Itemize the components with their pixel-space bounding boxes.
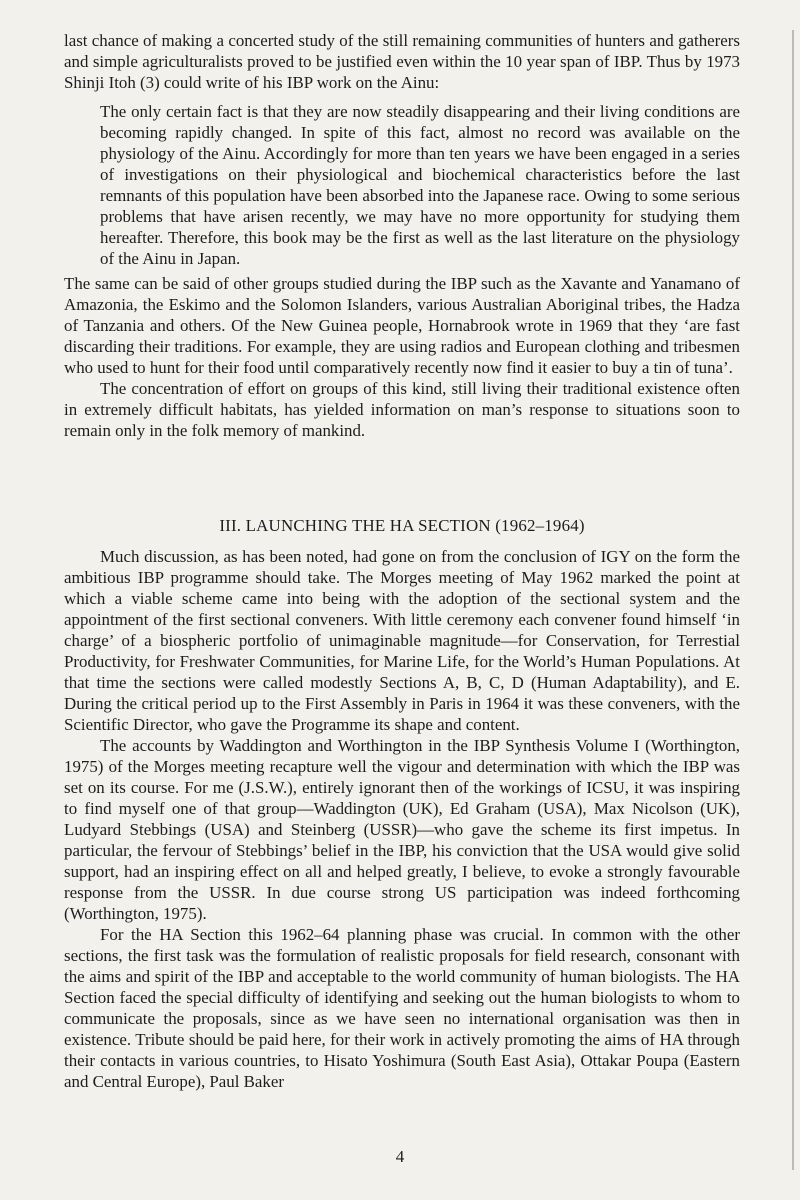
paragraph-accounts: The accounts by Waddington and Worthington in the IBP Synthesis Volume I (Worthington, 1975) of the Morges meeting recapture well the vigour and determination with which the IBP was set on its course. For me (J.S.W.), entirely ignorant then of the workings of ICSU, it was inspiring to find myself one of that group—Waddington (UK), Ed Graham (USA), Max Nicolson (UK), Ludyard Stebbings (USA) and Steinberg (USSR)—who gave the scheme its first impetus. In particular, the fervour of Stebbings’ belief in the IBP, his conviction that the USA would give solid support, had an inspiring effect on all and helped greatly, I believe, to evoke a strongly favourable response from the USSR. In due course strong US participation was indeed forthcoming (Worthington, 1975). (64, 736, 740, 923)
block-quote-itoh (100, 101, 740, 269)
paragraph-concentration: The concentration of effort on groups of this kind, still living their traditional existence often in extremely difficult habitats, has yielded information on man’s response to situations soon to remain only in the folk memory of mankind. (64, 379, 740, 440)
paragraph-ha-section: For the HA Section this 1962–64 planning phase was crucial. In common with the other sections, the first task was the formulation of realistic proposals for field research, consonant with the aims and spirit of the IBP and acceptable to the world community of human biologists. The HA Section faced the special difficulty of identifying and seeking out the human biologists to whom to communicate the proposals, since as we have seen no international organisation was then in existence. Tribute should be paid here, for their work in actively promoting the aims of HA through their contacts in various countries, to Hisato Yoshimura (South East Asia), Ottakar Poupa (Eastern and Central Europe), Paul Baker (64, 925, 740, 1091)
page-edge-shadow (792, 30, 794, 1170)
document-page (64, 30, 740, 1092)
quote-text: The only certain fact is that they are now steadily disappearing and their living conditions are becoming rapidly changed. In spite of this fact, almost no record was available on the physiology of the Ainu. Accordingly for more than ten years we have been engaged in a series of investigations on their physiological and biochemical characteristics before the last remnants of this population have been absorbed into the Japanese race. Owing to some serious problems that have arisen recently, we may have no more opportunity for studying them hereafter. Therefore, this book may be the first as well as the last literature on the physiology of the Ainu in Japan. (100, 102, 740, 268)
paragraph-intro: last chance of making a concerted study of the still remaining communities of hunters and gatherers and simple agriculturalists proved to be justified even within the 10 year span of IBP. Thus by 1973 Shinji Itoh (3) could write of his IBP work on the Ainu: (64, 31, 740, 92)
page-number: 4 (395, 1147, 405, 1166)
paragraph-other-groups: The same can be said of other groups studied during the IBP such as the Xavante and Yanamano of Amazonia, the Eskimo and the Solomon Islanders, various Australian Aboriginal tribes, the Hadza of Tanzania and others. Of the New Guinea people, Hornabrook wrote in 1969 that they ‘are fast discarding their traditions. For example, they are using radios and European clothing and tribesmen who used to hunt for their food until comparatively recently now find it easier to buy a tin of tuna’. (64, 274, 740, 377)
section-heading: III. LAUNCHING THE HA SECTION (1962–1964) (219, 516, 585, 535)
paragraph-much-discussion: Much discussion, as has been noted, had gone on from the conclusion of IGY on the form the ambitious IBP programme should take. The Morges meeting of May 1962 marked the point at which a viable scheme came into being with the adoption of the sectional system and the appointment of the first sectional conveners. With little ceremony each convener found himself ‘in charge’ of a biospheric portfolio of unimaginable magnitude—for Conservation, for Terrestial Productivity, for Freshwater Communities, for Marine Life, for the World’s Human Populations. At that time the sections were called modestly Sections A, B, C, D (Human Adaptability), and E. During the critical period up to the First Assembly in Paris in 1964 it was these conveners, with the Scientific Director, who gave the Programme its shape and content. (64, 547, 740, 734)
